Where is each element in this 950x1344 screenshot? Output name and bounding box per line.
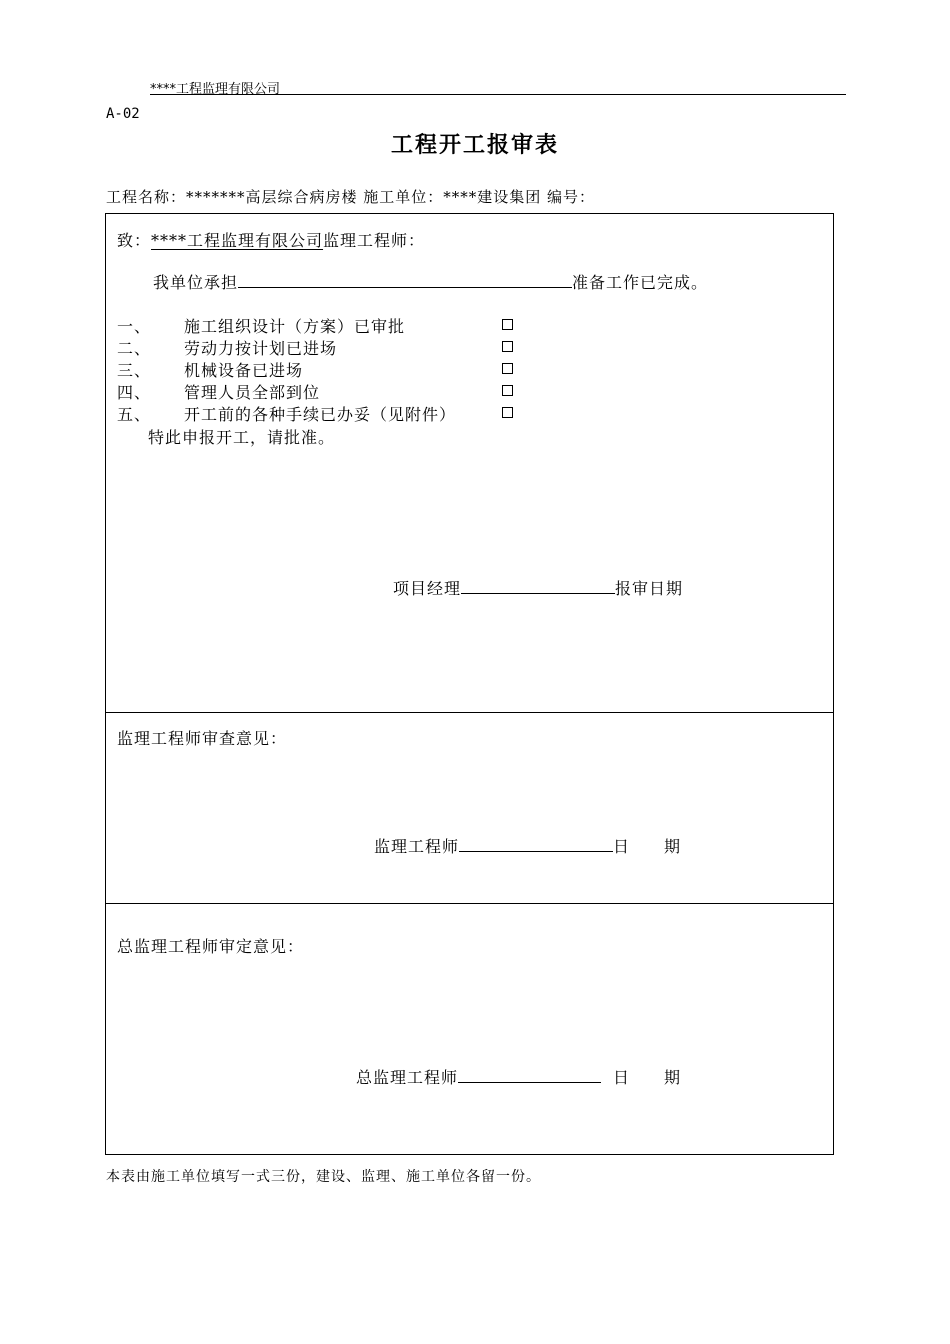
chief-label: 总监理工程师 [356, 1068, 459, 1087]
item-1-text: 施工组织设计（方案）已审批 [184, 317, 406, 336]
addressee-prefix: 致： [117, 231, 152, 250]
header-rule [150, 94, 846, 95]
manager-label: 项目经理 [393, 579, 462, 598]
undertake-suffix: 准备工作已完成。 [572, 273, 709, 292]
undertake-label: 我单位承担 [153, 273, 239, 292]
item-1-num: 一、 [117, 317, 152, 336]
project-info-line: 工程名称：*******高层综合病房楼 施工单位：****建设集团 编号： [106, 188, 596, 206]
item-3-checkbox[interactable] [502, 363, 513, 374]
addressee-suffix: 监理工程师： [323, 231, 426, 250]
divider-2 [106, 903, 833, 904]
manager-line [393, 576, 683, 599]
chief-opinion-label: 总监理工程师审定意见： [117, 937, 305, 956]
footer-note: 本表由施工单位填写一式三份，建设、监理、施工单位各留一份。 [106, 1169, 541, 1185]
item-2-text: 劳动力按计划已进场 [184, 339, 338, 358]
item-5-num: 五、 [117, 405, 152, 424]
item-4-text: 管理人员全部到位 [184, 383, 321, 402]
company-header: ****工程监理有限公司 [150, 82, 281, 97]
item-2-checkbox[interactable] [502, 341, 513, 352]
item-4-checkbox[interactable] [502, 385, 513, 396]
chief-date-label: 日 期 [613, 1068, 682, 1087]
item-5-text: 开工前的各种手续已办妥（见附件） [184, 405, 457, 424]
item-1-checkbox[interactable] [502, 319, 513, 330]
item-3-text: 机械设备已进场 [184, 361, 304, 380]
form-title: 工程开工报审表 [390, 132, 559, 158]
addressee-line [117, 228, 425, 251]
item-2-num: 二、 [117, 339, 152, 358]
project-scope-field[interactable] [238, 286, 572, 288]
supervisor-sign-line [374, 834, 681, 857]
addressee-company: ****工程监理有限公司 [151, 231, 324, 250]
report-date-label: 报审日期 [615, 579, 684, 598]
supervisor-signature-field[interactable] [459, 850, 613, 852]
item-5-checkbox[interactable] [502, 407, 513, 418]
supervisor-opinion-label: 监理工程师审查意见： [117, 729, 288, 748]
chief-sign-line [356, 1065, 681, 1088]
chief-signature-field[interactable] [458, 1081, 601, 1083]
undertake-line [153, 270, 708, 293]
form-code: A-02 [106, 106, 140, 122]
supervisor-date-label: 日 期 [613, 837, 682, 856]
divider-1 [106, 712, 833, 713]
item-3-num: 三、 [117, 361, 152, 380]
supervisor-label: 监理工程师 [374, 837, 460, 856]
request-text: 特此申报开工，请批准。 [148, 428, 336, 447]
item-4-num: 四、 [117, 383, 152, 402]
form-frame [105, 213, 834, 1155]
manager-signature-field[interactable] [461, 592, 615, 594]
